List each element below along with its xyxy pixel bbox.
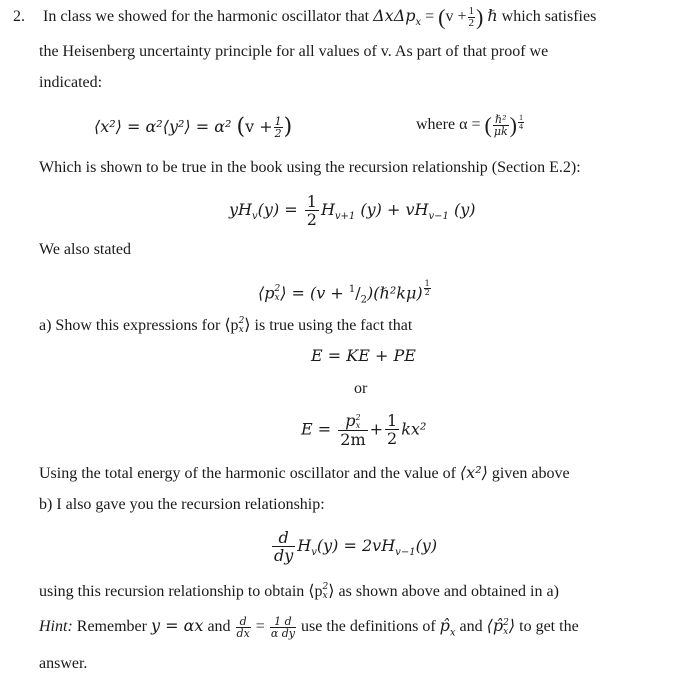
hint-dx-den: dx: [236, 627, 250, 640]
hint-label: Hint:: [39, 618, 73, 636]
eq-recursion: [229, 193, 475, 228]
using-recursion-sup: 2: [322, 582, 329, 593]
hint-tail: to get the: [515, 618, 579, 636]
p2-exp-den: 2: [424, 288, 430, 297]
hint-d-dx: [236, 616, 251, 639]
alpha-den: μk: [493, 125, 508, 138]
rec-lhs-sub: v: [252, 211, 258, 223]
part-a-sup: 2: [238, 316, 245, 327]
hint-y-eq: y = αx: [150, 616, 204, 636]
part-a-sub: x: [238, 325, 244, 336]
alpha-exponent: [518, 114, 524, 131]
energy2-kinetic-den: 2m: [340, 429, 366, 449]
rec-t1: H: [320, 200, 335, 219]
rec-t1-arg: (y) + vH: [355, 200, 429, 219]
rec-t1-sub: v+1: [334, 211, 356, 223]
eq-alpha-def: [416, 114, 525, 137]
rec-half-den: 2: [306, 210, 317, 229]
intro-eq: =: [421, 8, 439, 26]
energy2-potential-frac: [385, 412, 399, 447]
deriv-h-sub: v: [311, 547, 317, 559]
eq-x2-paren-close: ): [283, 114, 293, 140]
deriv-h2-sub: v−1: [395, 547, 416, 559]
energy2-plus: +: [369, 419, 384, 439]
using-total: [39, 463, 570, 484]
hint-and-1: and: [203, 618, 235, 636]
hint-remember: Remember: [72, 618, 151, 636]
alpha-exp-num: 1: [518, 113, 523, 122]
deriv-arg: (y) = 2vH: [316, 536, 396, 555]
rec-lhs-arg: (y) =: [257, 200, 303, 219]
energy2-potential-tail: kx²: [401, 419, 427, 439]
paren-close: ): [476, 4, 484, 30]
alpha-exp-den: 4: [518, 122, 523, 131]
hint-alpha-d-dy: [270, 616, 296, 639]
eq-x2-lhs: ⟨x²⟩ = α²⟨y²⟩ = α²: [94, 117, 232, 136]
deriv-num: d: [272, 529, 295, 547]
intro-line-3: indicated:: [39, 74, 103, 91]
hbar-symbol: ℏ: [487, 6, 498, 26]
p2-exp-num: 1: [424, 279, 430, 288]
hint-p2-sub: x: [503, 626, 509, 637]
eq-energy-1: E = KE + PE: [311, 346, 416, 365]
hint-and-2: and: [455, 618, 487, 636]
eq-energy-2: [301, 412, 426, 448]
eq-p-squared: [258, 280, 432, 311]
rec-lhs: yH: [229, 200, 252, 219]
energy2-potential-den: 2: [387, 429, 398, 449]
using-recursion-prefix: using this recursion relationship to obtain ⟨p: [39, 583, 323, 600]
intro-suffix: which satisfies: [497, 8, 597, 26]
hint-a-den: α dy: [270, 627, 296, 640]
paren-open: (: [438, 4, 446, 30]
energy2-p-sub: x: [355, 420, 361, 430]
deriv-den: dy: [274, 546, 294, 565]
or-text: or: [354, 380, 368, 397]
p2-mid: ⟩ = (v +: [280, 283, 349, 303]
hint-px: p̂: [439, 616, 450, 636]
alpha-num: ℏ²: [493, 114, 509, 126]
eq-x2-half-den: 2: [274, 127, 282, 140]
intro-half: [468, 6, 476, 29]
hint-a-num: 1 d: [270, 616, 296, 628]
hint-p2: ⟨p̂: [486, 616, 504, 636]
intro-half-num: 1: [468, 5, 475, 17]
energy2-kinetic-num: [338, 412, 367, 431]
where-alpha: where α =: [416, 116, 485, 134]
rec-t2-arg: (y): [448, 200, 476, 219]
energy2-p-scripts: [356, 414, 361, 430]
p2-sup: 2: [274, 283, 281, 294]
p2-exponent: [424, 280, 431, 297]
part-a-prefix: a) Show this expressions for ⟨p: [39, 317, 239, 334]
p2-half: 1: [348, 284, 356, 295]
energy2-kinetic-frac: [338, 412, 367, 448]
using-total-x2: ⟨x²⟩: [459, 463, 488, 482]
using-total-prefix: Using the total energy of the harmonic oscillator and the value of: [39, 465, 460, 482]
intro-half-den: 2: [468, 17, 475, 29]
part-b: b) I also gave you the recursion relationship:: [39, 496, 325, 513]
part-a: [39, 316, 412, 336]
intro-v: v +: [445, 8, 467, 26]
alpha-paren-open: (: [484, 112, 492, 138]
energy2-p-sup: 2: [355, 412, 361, 422]
intro-prefix: In class we showed for the harmonic oscillator that: [43, 8, 374, 26]
answer-line: answer.: [39, 655, 88, 672]
p2-two: 2: [360, 294, 368, 306]
using-recursion-sub: x: [322, 591, 328, 602]
eq-x-squared: [94, 116, 292, 139]
hint-eq: =: [251, 618, 269, 636]
deriv-arg2: (y): [415, 536, 438, 555]
also-stated: We also stated: [39, 241, 132, 258]
deriv-h: H: [297, 536, 312, 555]
rec-t2-sub: v−1: [428, 211, 449, 223]
p2-sub: x: [274, 292, 280, 303]
uncertainty-sub: x: [415, 17, 422, 29]
using-recursion-suffix: ⟩ as shown above and obtained in a): [328, 583, 559, 600]
intro-line-2: the Heisenberg uncertainty principle for all values of v. As part of that proof we: [39, 43, 549, 60]
rec-half: [305, 193, 319, 228]
eq-x2-half-num: 1: [274, 115, 282, 128]
recursion-intro: Which is shown to be true in the book using the recursion relationship (Section E.2):: [39, 159, 581, 176]
hint-line: [39, 616, 579, 643]
rec-half-num: 1: [306, 192, 317, 211]
hint-px-sub: x: [449, 627, 456, 639]
alpha-paren-close: ): [509, 112, 517, 138]
eq-x2-v: v +: [245, 117, 273, 136]
part-a-suffix: ⟩ is true using the fact that: [244, 317, 413, 334]
energy2-p: p: [345, 411, 356, 430]
eq-derivative: [270, 529, 437, 564]
hint-dx-num: d: [236, 616, 251, 628]
using-total-suffix: given above: [487, 465, 570, 482]
p2-rest: )(ℏ²kμ): [367, 283, 423, 303]
p2-slash: /: [355, 283, 361, 303]
energy2-potential-num: 1: [387, 411, 398, 431]
uncertainty-product-text: ΔxΔp: [373, 6, 416, 26]
hint-p2-sup: 2: [503, 617, 509, 628]
p2-open: ⟨p: [258, 283, 275, 303]
energy2-lhs: E =: [301, 419, 337, 439]
problem-number: 2.: [13, 8, 25, 26]
eq-x2-paren-open: (: [236, 114, 246, 140]
deriv-frac: [272, 529, 295, 564]
uncertainty-product: [373, 6, 422, 29]
hint-p2-close: ⟩: [508, 616, 516, 636]
hint-use: use the definitions of: [297, 618, 440, 636]
eq-x2-half: [274, 116, 283, 139]
using-recursion: [39, 582, 559, 602]
intro-line-1: [13, 6, 596, 33]
alpha-frac: [493, 114, 509, 137]
